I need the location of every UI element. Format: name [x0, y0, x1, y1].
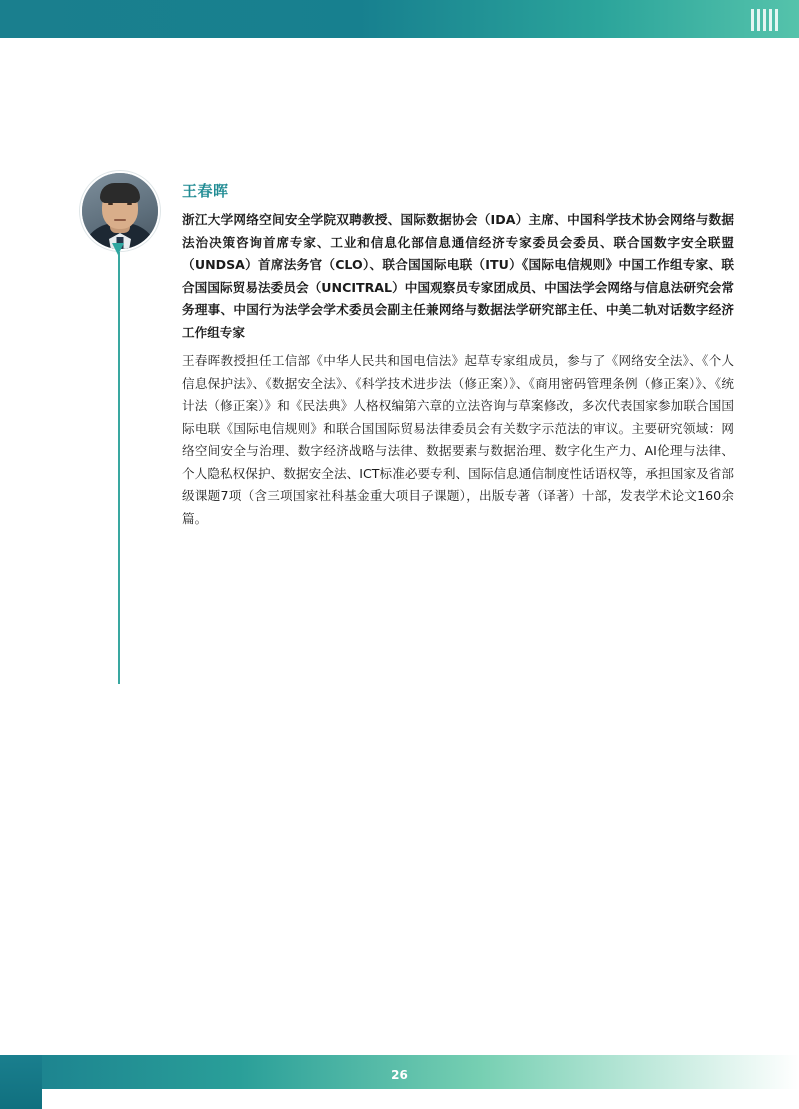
- person-biography: 王春晖教授担任工信部《中华人民共和国电信法》起草专家组成员，参与了《网络安全法》、《个人信息保护法》、《数据安全法》、《科学技术进步法（修正案）》、《商用密码管理条例（修正案）》、《统计法（修正案）》和《民法典》人格权编第六章的立法咨询与草案修改，多次代表国家参加联合国国际电联《国际电信规则》和联合国国际贸易法律委员会有关数字示范法的审议。主要研究领域：网络空间安全与治理、数字经济战略与法律、数据要素与数据治理、数字化生产力、AI伦理与法律、个人隐私权保护、数据安全法、ICT标准必要专利、国际信息通信制度性话语权等，承担国家及省部级课题7项（含三项国家社科基金重大项目子课题），出版专著（译著）十部，发表学术论文160余篇。: [182, 353, 734, 526]
- top-decorative-band: [0, 0, 799, 38]
- bottom-left-corner-block: [0, 1055, 42, 1109]
- person-titles: 浙江大学网络空间安全学院双聘教授、国际数据协会（IDA）主席、中国科学技术协会网络与数据法治决策咨询首席专家、工业和信息化部信息通信经济专家委员会委员、联合国数字安全联盟（UNDSA）首席法务官（CLO）、联合国国际电联（ITU）《国际电信规则》中国工作组专家、联合国国际贸易法委员会（UNCITRAL）中国观察员专家团成员、中国法学会网络与信息法研究会常务理事、中国行为法学会学术委员会副主任兼网络与数据法学研究部主任、中美二轨对话数字经济工作组专家: [182, 212, 734, 340]
- band-stripes-icon: [751, 9, 781, 31]
- avatar: [80, 171, 156, 247]
- left-vertical-rule: [118, 214, 120, 684]
- person-name: 王春晖: [182, 182, 229, 200]
- portrait-photo: [80, 171, 160, 251]
- page-number: 26: [391, 1068, 408, 1082]
- profile-content: [182, 180, 734, 530]
